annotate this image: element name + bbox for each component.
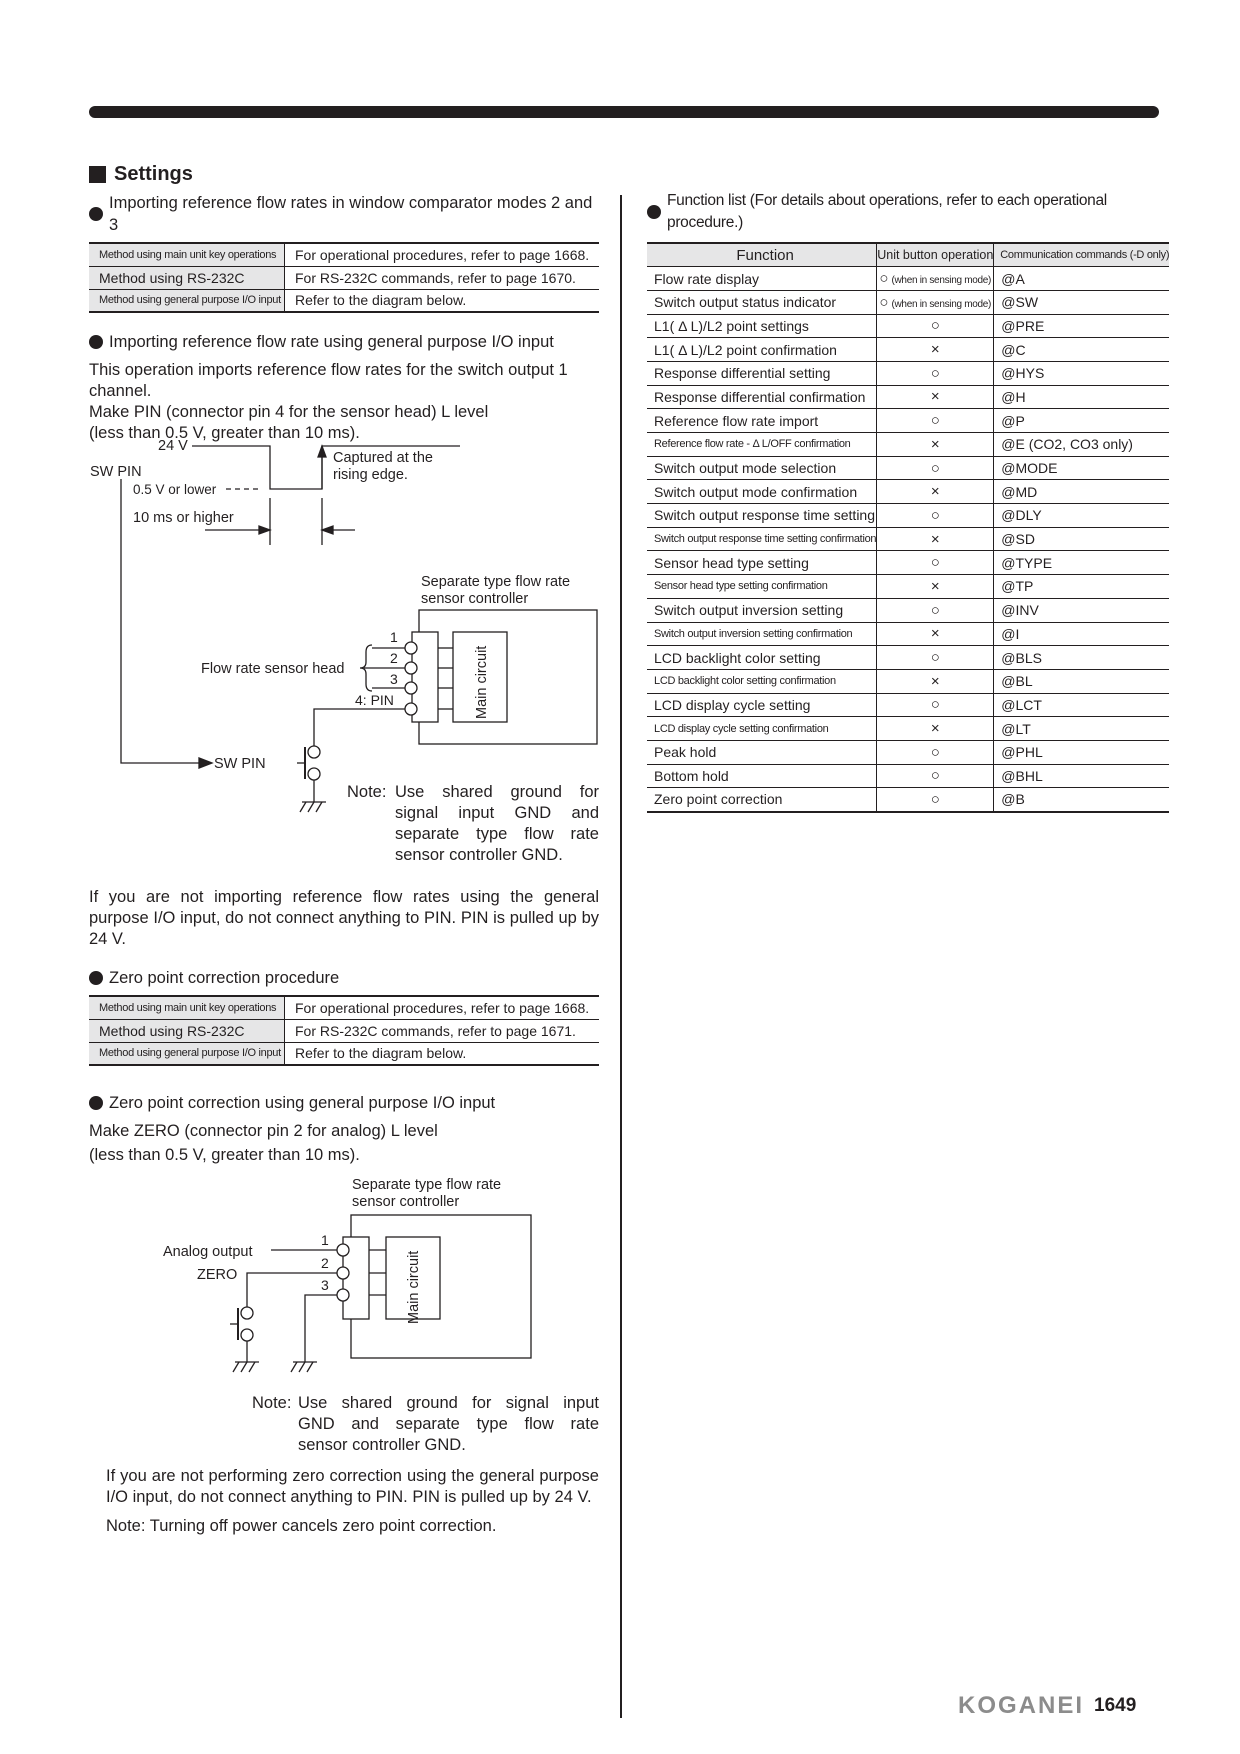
function-cell: Bottom hold [647, 764, 877, 788]
command-cell: @HYS [994, 361, 1169, 385]
command-cell: @BHL [994, 764, 1169, 788]
button-operation-cell [877, 788, 994, 812]
button-operation-cell [877, 693, 994, 717]
button-operation-cell [877, 551, 994, 575]
column-header-command: Communication commands (-D only) [994, 243, 1169, 267]
heading-text: Zero point correction procedure [109, 969, 340, 987]
zero-io-note [252, 1393, 599, 1456]
table-row [89, 289, 599, 312]
method-cell: Method using RS-232C [89, 266, 285, 289]
circle-mark-icon: ○ [930, 743, 940, 761]
button-operation-cell [877, 409, 994, 433]
method-cell: Method using general purpose I/O input [89, 289, 285, 312]
label-controller: Separate type flow rate [352, 1177, 502, 1193]
label-sw-pin-arrow: SW PIN [214, 756, 266, 772]
detail-cell: Refer to the diagram below. [285, 289, 600, 312]
function-cell: Switch output response time setting confirmation [647, 527, 877, 551]
heading-text: Importing reference flow rates in window comparator modes 2 and 3 [109, 194, 593, 234]
function-cell: Peak hold [647, 740, 877, 764]
button-operation-cell [877, 527, 994, 551]
circle-bullet-icon [89, 971, 103, 985]
io-import-para3: (less than 0.5 V, greater than 10 ms). [89, 424, 360, 442]
note-label: Note: [252, 1394, 292, 1412]
io-import-para1: This operation imports reference flow rates for the switch output 1 channel. [89, 361, 568, 400]
circle-mark-icon: ○ [879, 270, 889, 288]
button-operation-cell [877, 338, 994, 362]
function-cell: LCD backlight color setting confirmation [647, 669, 877, 693]
function-cell: Switch output inversion setting [647, 598, 877, 622]
function-cell: Flow rate display [647, 267, 877, 291]
label-pin4: 4: PIN [355, 692, 394, 708]
function-cell: L1( Δ L)/L2 point confirmation [647, 338, 877, 362]
table-row [647, 456, 1169, 480]
command-cell: @MODE [994, 456, 1169, 480]
table-row [89, 1019, 599, 1042]
column-header-button: Unit button operation [877, 243, 994, 267]
note-line: Use shared ground for [395, 783, 599, 801]
io-import-footer-para: If you are not importing reference flow rates using the general purpose I/O input, do not connect anything to PIN. PIN is pulled up by 24 V. [89, 888, 599, 948]
function-cell: Switch output mode selection [647, 456, 877, 480]
label-controller: Separate type flow rate [421, 574, 571, 590]
note-line: sensor controller GND. [395, 846, 563, 864]
label-controller-2: sensor controller [352, 1194, 460, 1210]
table-header-row [647, 243, 1169, 267]
label-sensor-head: Flow rate sensor head [201, 661, 345, 677]
function-list-heading [647, 190, 1159, 234]
method-cell: Method using main unit key operations [89, 243, 285, 266]
table-row [647, 575, 1169, 599]
table-row [647, 385, 1169, 409]
function-cell: LCD display cycle setting [647, 693, 877, 717]
circle-mark-icon: ○ [930, 696, 940, 714]
label-pin1: 1 [390, 629, 398, 645]
method-cell: Method using main unit key operations [89, 996, 285, 1019]
label-pin3: 3 [321, 1277, 329, 1293]
heading-text: Zero point correction using general purpose I/O input [109, 1094, 496, 1112]
table-row [647, 551, 1169, 575]
zero-io-footer-para: If you are not performing zero correction using the general purpose I/O input, do not connect anything to PIN. PIN is pulled up by 24 V. [106, 1467, 599, 1506]
label-pin2: 2 [321, 1255, 329, 1271]
zero-io-footer [106, 1466, 599, 1537]
command-cell: @I [994, 622, 1169, 646]
function-cell: Switch output inversion setting confirmation [647, 622, 877, 646]
note-line: signal input GND and [395, 804, 599, 822]
square-bullet-icon [89, 166, 106, 183]
window-import-method-table [89, 242, 599, 313]
button-note: (when in sensing mode) [891, 275, 992, 287]
table-row [647, 622, 1169, 646]
zero-io-heading [89, 1092, 599, 1114]
button-operation-cell [877, 646, 994, 670]
label-pin3: 3 [390, 671, 398, 687]
function-cell: Reference flow rate - Δ L/OFF confirmation [647, 433, 877, 457]
zero-io-para2: (less than 0.5 V, greater than 10 ms). [89, 1146, 360, 1164]
button-operation-cell [877, 314, 994, 338]
detail-cell: For operational procedures, refer to page 1668. [285, 243, 600, 266]
button-operation-cell [877, 361, 994, 385]
command-cell: @PHL [994, 740, 1169, 764]
circle-mark-icon: ○ [930, 601, 940, 619]
circle-mark-icon: ○ [879, 293, 889, 311]
button-operation-cell [877, 504, 994, 528]
button-operation-cell [877, 456, 994, 480]
table-row [647, 480, 1169, 504]
command-cell: @DLY [994, 504, 1169, 528]
io-import-wiring-diagram [80, 430, 620, 840]
label-low-voltage: 0.5 V or lower [133, 482, 217, 497]
circle-mark-icon: ○ [930, 412, 940, 430]
button-operation-cell [877, 267, 994, 291]
command-cell: @LCT [994, 693, 1169, 717]
table-row [647, 504, 1169, 528]
cross-mark-icon: × [930, 341, 940, 359]
button-operation-cell [877, 433, 994, 457]
command-cell: @BLS [994, 646, 1169, 670]
label-pin2: 2 [390, 650, 398, 666]
button-operation-cell [877, 717, 994, 741]
circle-mark-icon: ○ [930, 317, 940, 335]
note-line: GND and separate type flow rate [298, 1415, 599, 1433]
cross-mark-icon: × [930, 625, 940, 643]
function-cell: Reference flow rate import [647, 409, 877, 433]
circle-bullet-icon [89, 335, 103, 349]
function-cell: Sensor head type setting [647, 551, 877, 575]
button-operation-cell [877, 764, 994, 788]
table-row [647, 740, 1169, 764]
table-row [89, 266, 599, 289]
table-row [647, 669, 1169, 693]
table-row [647, 693, 1169, 717]
section-title [89, 160, 599, 188]
command-cell: @LT [994, 717, 1169, 741]
label-sw-pin: SW PIN [90, 464, 142, 480]
button-operation-cell [877, 290, 994, 314]
cross-mark-icon: × [930, 435, 940, 453]
table-row [647, 314, 1169, 338]
zero-proc-heading [89, 967, 599, 989]
circle-mark-icon: ○ [930, 767, 940, 785]
button-operation-cell [877, 622, 994, 646]
cross-mark-icon: × [930, 577, 940, 595]
function-list-table [647, 242, 1169, 813]
function-cell: Switch output mode confirmation [647, 480, 877, 504]
cross-mark-icon: × [930, 530, 940, 548]
function-cell: LCD display cycle setting confirmation [647, 717, 877, 741]
zero-io-para1: Make ZERO (connector pin 2 for analog) L level [89, 1122, 438, 1140]
table-row [89, 1042, 599, 1065]
circle-mark-icon: ○ [930, 506, 940, 524]
command-cell: @SD [994, 527, 1169, 551]
button-operation-cell [877, 385, 994, 409]
table-row [647, 338, 1169, 362]
section-title-text: Settings [114, 162, 193, 185]
circle-mark-icon: ○ [930, 554, 940, 572]
table-row [647, 409, 1169, 433]
label-pin1: 1 [321, 1232, 329, 1248]
function-cell: LCD backlight color setting [647, 646, 877, 670]
detail-cell: For RS-232C commands, refer to page 1670. [285, 266, 600, 289]
label-main-circuit: Main circuit [474, 645, 490, 719]
button-operation-cell [877, 480, 994, 504]
label-time: 10 ms or higher [133, 510, 234, 526]
table-row [647, 788, 1169, 812]
label-24v: 24 V [158, 438, 188, 454]
circle-mark-icon: ○ [930, 459, 940, 477]
cross-mark-icon: × [930, 672, 940, 690]
zero-wiring-diagram [150, 1170, 550, 1390]
table-row [647, 433, 1169, 457]
left-column [89, 160, 599, 444]
label-rising-edge: rising edge. [333, 467, 408, 483]
left-column-lower [89, 887, 599, 1167]
command-cell: @SW [994, 290, 1169, 314]
circle-bullet-icon [647, 205, 661, 219]
command-cell: @MD [994, 480, 1169, 504]
circle-bullet-icon [89, 207, 103, 221]
table-row [647, 717, 1169, 741]
header-rule [89, 106, 1159, 118]
command-cell: @E (CO2, CO3 only) [994, 433, 1169, 457]
method-cell: Method using RS-232C [89, 1019, 285, 1042]
circle-mark-icon: ○ [930, 364, 940, 382]
command-cell: @PRE [994, 314, 1169, 338]
command-cell: @P [994, 409, 1169, 433]
detail-cell: For RS-232C commands, refer to page 1671. [285, 1019, 600, 1042]
button-operation-cell [877, 740, 994, 764]
method-cell: Method using general purpose I/O input [89, 1042, 285, 1065]
cross-mark-icon: × [930, 720, 940, 738]
note-line: Use shared ground for signal input [298, 1394, 599, 1412]
heading-text: Importing reference flow rate using general purpose I/O input [109, 333, 554, 351]
label-zero: ZERO [197, 1267, 238, 1283]
io-import-para2: Make PIN (connector pin 4 for the sensor head) L level [89, 403, 489, 421]
button-note: (when in sensing mode) [891, 298, 992, 310]
right-column [647, 190, 1170, 813]
function-cell: Response differential setting [647, 361, 877, 385]
function-cell: Sensor head type setting confirmation [647, 575, 877, 599]
function-cell: Response differential confirmation [647, 385, 877, 409]
heading-text: Function list (For details about operations, refer to each operational procedure.) [667, 192, 1107, 231]
cross-mark-icon: × [930, 483, 940, 501]
table-row [89, 996, 599, 1019]
table-row [647, 361, 1169, 385]
note-label: Note: [347, 783, 387, 801]
function-list-body [647, 267, 1169, 812]
table-row [647, 527, 1169, 551]
table-row [647, 267, 1169, 291]
circle-bullet-icon [89, 1096, 103, 1110]
cross-mark-icon: × [930, 388, 940, 406]
io-import-heading [89, 331, 599, 353]
zero-proc-method-table [89, 995, 599, 1066]
label-main-circuit: Main circuit [406, 1250, 422, 1324]
circle-mark-icon: ○ [930, 790, 940, 808]
table-row [647, 764, 1169, 788]
command-cell: @B [994, 788, 1169, 812]
command-cell: @BL [994, 669, 1169, 693]
button-operation-cell [877, 669, 994, 693]
command-cell: @INV [994, 598, 1169, 622]
table-row [647, 290, 1169, 314]
command-cell: @A [994, 267, 1169, 291]
label-controller-2: sensor controller [421, 591, 529, 607]
note-line: separate type flow rate [395, 825, 599, 843]
column-header-function: Function [647, 243, 877, 267]
table-row [89, 243, 599, 266]
detail-cell: For operational procedures, refer to page 1668. [285, 996, 600, 1019]
button-operation-cell [877, 575, 994, 599]
circle-mark-icon: ○ [930, 649, 940, 667]
function-cell: Switch output status indicator [647, 290, 877, 314]
detail-cell: Refer to the diagram below. [285, 1042, 600, 1065]
label-analog-output: Analog output [163, 1244, 253, 1260]
io-import-note [347, 782, 599, 866]
table-row [647, 598, 1169, 622]
command-cell: @C [994, 338, 1169, 362]
command-cell: @TP [994, 575, 1169, 599]
button-operation-cell [877, 598, 994, 622]
function-cell: L1( Δ L)/L2 point settings [647, 314, 877, 338]
label-captured: Captured at the [333, 450, 433, 466]
function-cell: Switch output response time setting [647, 504, 877, 528]
brand-logo: KOGANEI [958, 1692, 1085, 1719]
page-footer [958, 1692, 1136, 1720]
page-number: 1649 [1094, 1695, 1137, 1716]
window-import-heading [89, 192, 599, 236]
command-cell: @H [994, 385, 1169, 409]
function-cell: Zero point correction [647, 788, 877, 812]
power-note: Note: Turning off power cancels zero point correction. [106, 1517, 497, 1535]
note-line: sensor controller GND. [298, 1436, 466, 1454]
command-cell: @TYPE [994, 551, 1169, 575]
column-divider [620, 195, 622, 1718]
table-row [647, 646, 1169, 670]
